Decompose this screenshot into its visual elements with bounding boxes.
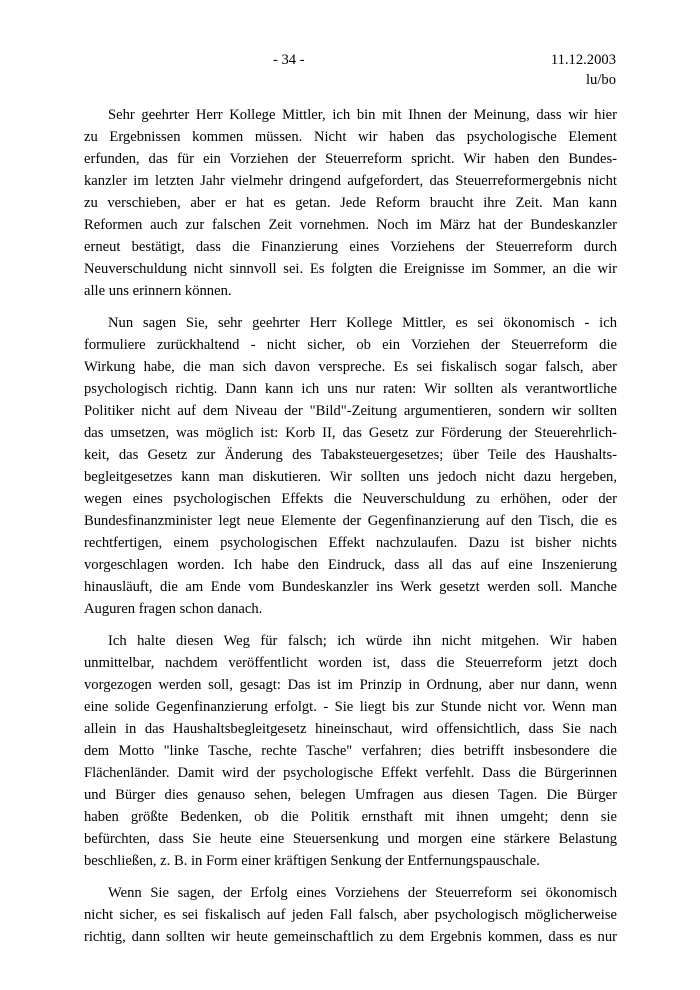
header-date: 11.12.2003 [550,52,616,68]
text-line: keit, das Gesetz zur Änderung des Tabaksteuergesetzes; über Teile des Haushalts- [84,447,617,463]
text-line: vorgezogen werden soll, gesagt: Das ist im Prinzip in Ordnung, aber nur dann, wenn [84,677,617,693]
text-line: nicht sicher, es sei fiskalisch auf jeden Fall falsch, aber psychologisch möglicherweise [84,907,617,923]
text-line: eine solide Gegenfinanzierung erfolgt. - Sie liegt bis zur Stunde nicht vor. Wenn man [84,699,617,715]
text-line: und Bürger dies genauso sehen, belegen Umfragen aus diesen Tagen. Die Bürger [84,787,617,803]
text-line: Sehr geehrter Herr Kollege Mittler, ich bin mit Ihnen der Meinung, dass wir hier [108,107,617,123]
text-line: Bundesfinanzminister legt neue Elemente der Gegenfinanzierung auf den Tisch, die es [84,513,617,529]
text-line: vorgeschlagen worden. Ich habe den Eindruck, dass all das auf eine Inszenierung [84,557,617,573]
text-line: psychologisch richtig. Dann kann ich uns nur raten: Wir sollten als verantwortliche [84,381,617,397]
text-line: unmittelbar, nachdem veröffentlicht worden ist, dass die Steuerreform jetzt doch [84,655,617,671]
text-line: allein in das Haushaltsbegleitgesetz hineinschaut, wird offensichtlich, dass Sie nach [84,721,617,737]
text-line: haben größte Bedenken, ob die Politik ernsthaft mit ihnen umgeht; denn sie [84,809,617,825]
text-line: Wenn Sie sagen, der Erfolg eines Vorziehens der Steuerreform sei ökonomisch [108,885,617,901]
paragraph [84,104,617,302]
text-line: befürchten, dass Sie heute eine Steuersenkung und morgen eine stärkere Belastung [84,831,617,847]
text-line: Politiker nicht auf dem Niveau der "Bild"-Zeitung argumentieren, sondern wir sollten [84,403,617,419]
text-line: kanzler im letzten Jahr vielmehr dringend aufgefordert, das Steuerreformergebnis nicht [84,173,617,189]
text-line: Wirkung habe, die man sich davon verspreche. Es sei fiskalisch sogar falsch, aber [84,359,617,375]
paragraph [84,630,617,872]
text-line: zu verschieben, aber er hat es getan. Jede Reform braucht ihre Zeit. Man kann [84,195,617,211]
text-line: Flächenländer. Damit wird der psychologische Effekt verfehlt. Dass die Bürgerinnen [84,765,617,781]
text-line: Reformen auch zur falschen Zeit vornehmen. Noch im März hat der Bundeskanzler [84,217,617,233]
header-initials: lu/bo [586,72,616,88]
paragraph [84,882,617,948]
document-body [84,104,617,958]
text-line: dem Motto "linke Tasche, rechte Tasche" verfahren; dies betrifft insbesondere die [84,743,617,759]
text-line: zu Ergebnissen kommen müssen. Nicht wir haben das psychologische Element [84,129,617,145]
text-line: richtig, dann sollten wir heute gemeinschaftlich zu dem Ergebnis kommen, dass es nur [84,929,617,945]
text-line: wegen eines psychologischen Effekts die Neuverschuldung zu erhöhen, oder der [84,491,617,507]
page-number: - 34 - [273,52,305,68]
text-line: rechtfertigen, einem psychologischen Effekt nachzulaufen. Dazu ist bisher nichts [84,535,617,551]
paragraph [84,312,617,620]
text-line: beschließen, z. B. in Form einer kräftigen Senkung der Entfernungspauschale. [84,853,540,869]
text-line: Neuverschuldung nicht sinnvoll sei. Es folgten die Ereignisse im Sommer, an die wir [84,261,617,277]
text-line: erfunden, das für ein Vorziehen der Steuerreform spricht. Wir haben den Bundes- [84,151,617,167]
text-line: formuliere zurückhaltend - nicht sicher, ob ein Vorziehen der Steuerreform die [84,337,617,353]
text-line: das umsetzen, was möglich ist: Korb II, das Gesetz zur Förderung der Steuerehrlich- [84,425,617,441]
text-line: alle uns erinnern können. [84,283,232,299]
text-line: Nun sagen Sie, sehr geehrter Herr Kollege Mittler, es sei ökonomisch - ich [108,315,617,331]
text-line: erneut bestätigt, dass die Finanzierung eines Vorziehens der Steuerreform durch [84,239,617,255]
text-line: Auguren fragen schon danach. [84,601,263,617]
text-line: Ich halte diesen Weg für falsch; ich würde ihn nicht mitgehen. Wir haben [108,633,617,649]
text-line: hinausläuft, die am Ende vom Bundeskanzler ins Werk gesetzt werden soll. Manche [84,579,617,595]
text-line: begleitgesetzes kann man diskutieren. Wir sollten uns jedoch nicht dazu hergeben, [84,469,617,485]
